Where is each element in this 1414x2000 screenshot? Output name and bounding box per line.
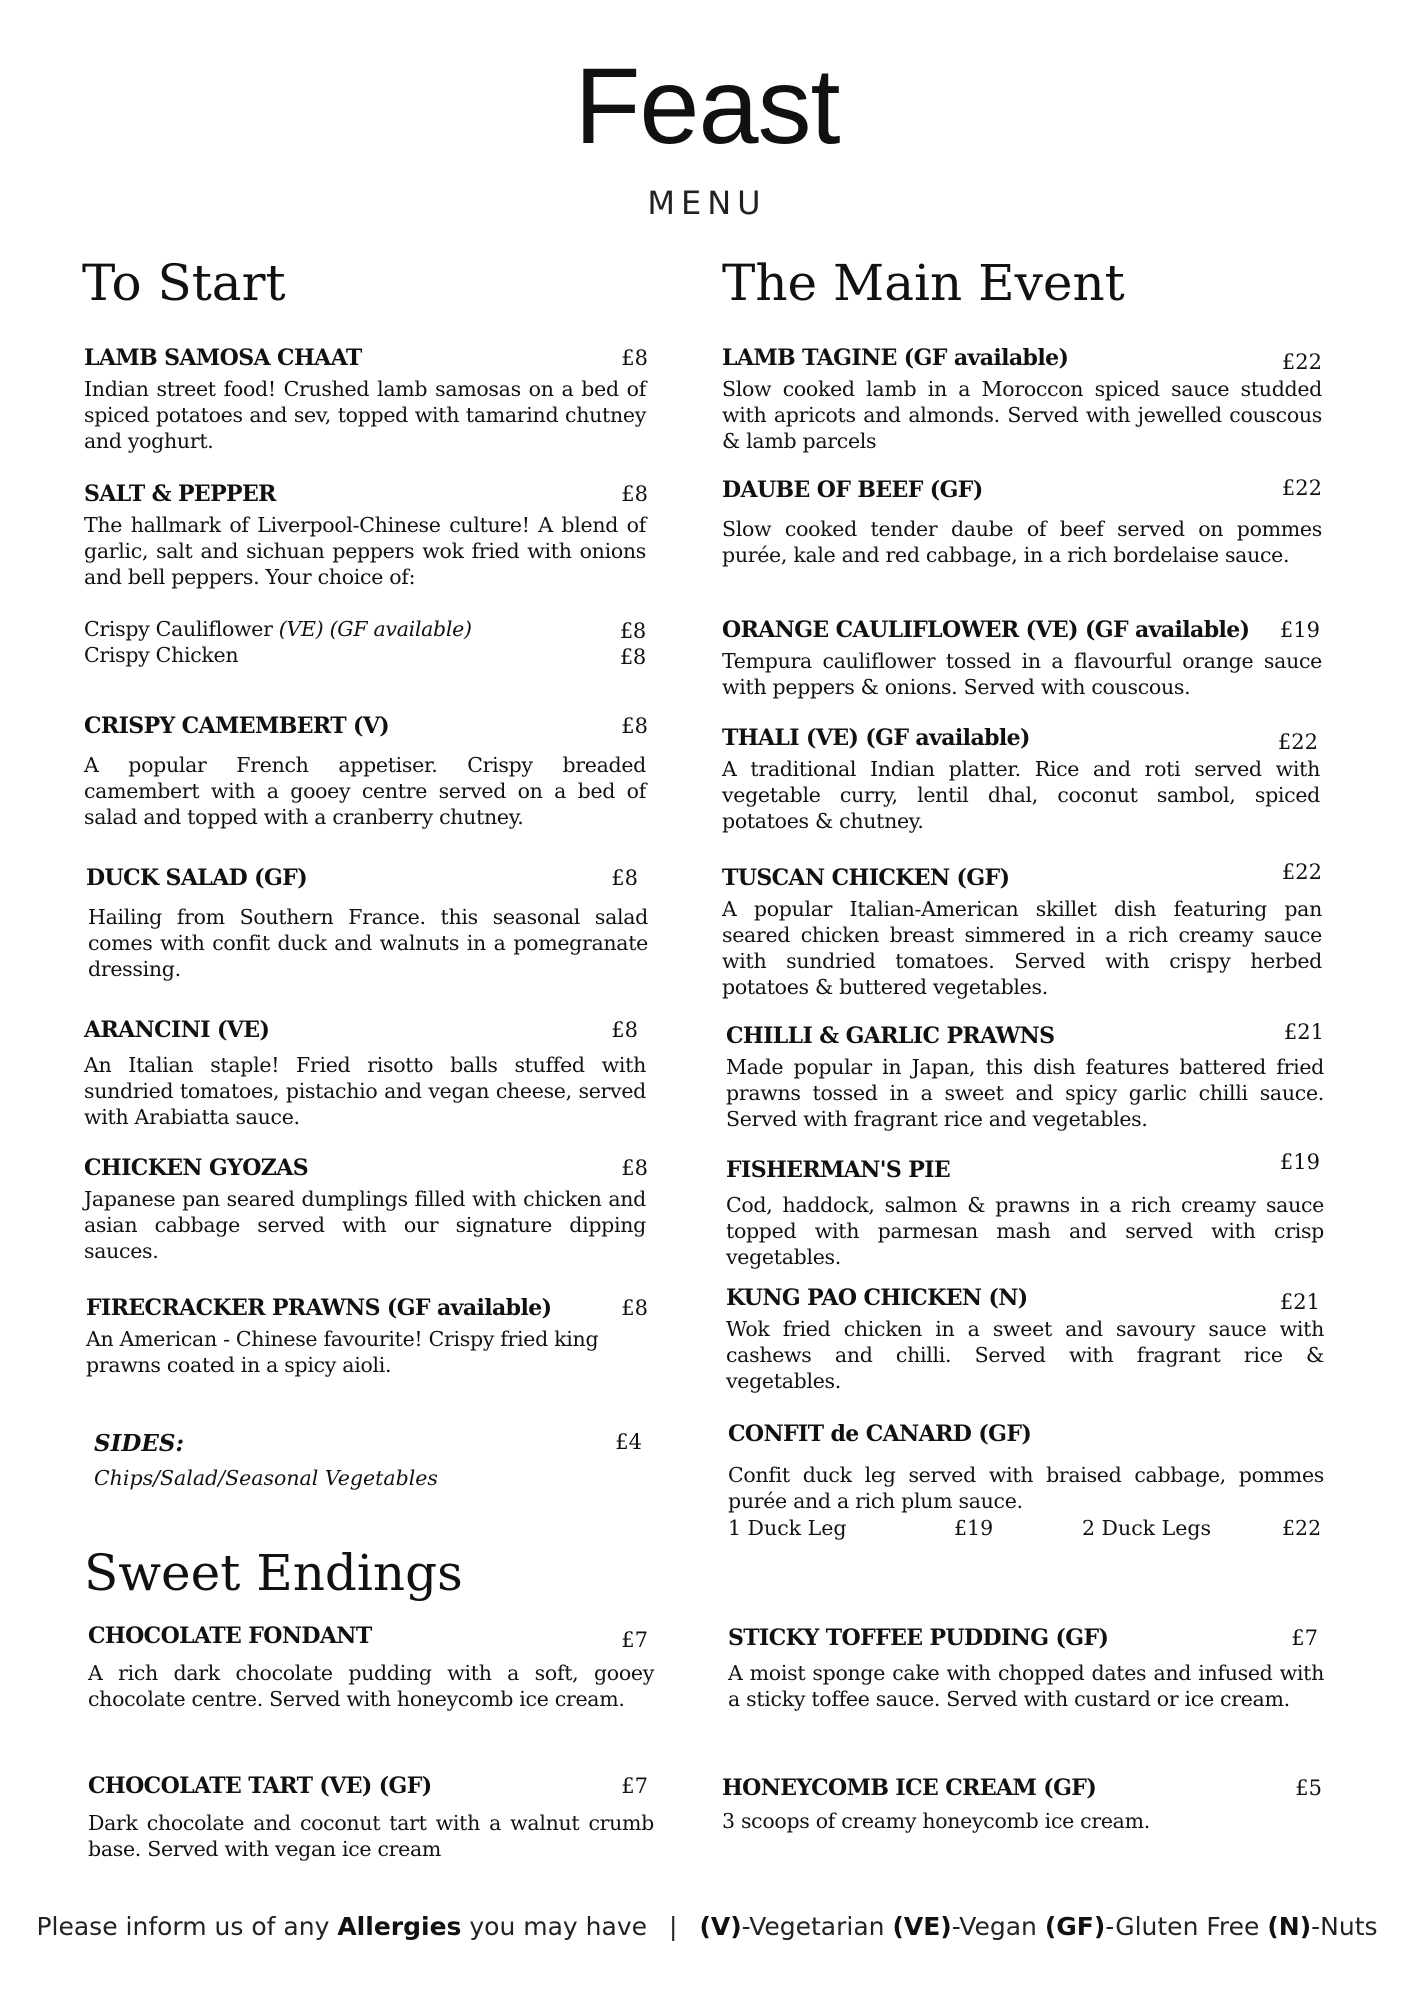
item-price: £8 bbox=[611, 866, 638, 890]
menu-item bbox=[722, 1772, 1324, 1834]
menu-item bbox=[84, 1014, 646, 1130]
menu-item bbox=[88, 1620, 654, 1712]
item-name: ARANCINI (VE) bbox=[84, 1017, 270, 1043]
item-name: STICKY TOFFEE PUDDING (GF) bbox=[728, 1625, 1109, 1651]
item-price: £8 bbox=[621, 1296, 648, 1320]
item-description: An Italian staple! Fried risotto balls stuffed with sundried tomatoes, pistachio and vegan cheese, served with Arabiatta sauce. bbox=[84, 1053, 646, 1129]
option-label: Crispy Chicken bbox=[84, 643, 239, 667]
item-description: Slow cooked tender daube of beef served on pommes purée, kale and red cabbage, in a rich bordelaise sauce. bbox=[722, 517, 1322, 567]
sides-block bbox=[88, 1428, 644, 1492]
menu-item bbox=[84, 1152, 646, 1264]
item-description: Tempura cauliflower tossed in a flavourful orange sauce with peppers & onions. Served with couscous. bbox=[722, 649, 1322, 699]
menu-item bbox=[86, 1292, 646, 1378]
item-description: Slow cooked lamb in a Moroccon spiced sauce studded with apricots and almonds. Served with jewelled couscous & lamb parcels bbox=[722, 377, 1322, 453]
item-description: A traditional Indian platter. Rice and roti served with vegetable curry, lentil dhal, coconut sambol, spiced potatoes & chutney. bbox=[722, 757, 1320, 833]
item-name: FIRECRACKER PRAWNS (GF available) bbox=[86, 1295, 552, 1321]
menu-item bbox=[88, 1770, 654, 1862]
item-description: Dark chocolate and coconut tart with a walnut crumb base. Served with vegan ice cream bbox=[88, 1811, 654, 1861]
item-description: A popular Italian-American skillet dish featuring pan seared chicken breast simmered in a rich creamy sauce with sundried tomatoes. Served with crispy herbed potatoes & buttered vegetables. bbox=[722, 897, 1322, 999]
item-price: £7 bbox=[621, 1628, 648, 1652]
item-price: £8 bbox=[621, 346, 648, 370]
footer-allergies: Allergies bbox=[337, 1912, 462, 1941]
portion-label: 1 Duck Leg bbox=[728, 1516, 847, 1540]
footer-text: Please inform us of any bbox=[36, 1912, 338, 1941]
menu-item bbox=[722, 614, 1322, 700]
legend-label-gf: -Gluten Free bbox=[1105, 1912, 1268, 1941]
menu-item bbox=[86, 862, 648, 982]
item-name: DAUBE OF BEEF (GF) bbox=[722, 477, 983, 503]
menu-item bbox=[84, 342, 646, 454]
item-name: SALT & PEPPER bbox=[84, 481, 276, 507]
legend-code-v: (V) bbox=[699, 1912, 742, 1941]
item-name: CHOCOLATE FONDANT bbox=[88, 1623, 372, 1649]
item-price: £5 bbox=[1295, 1776, 1322, 1800]
legend-code-ve: (VE) bbox=[892, 1912, 952, 1941]
item-description: Indian street food! Crushed lamb samosas on a bed of spiced potatoes and sev, topped with tamarind chutney and yoghurt. bbox=[84, 377, 646, 453]
item-description: Wok fried chicken in a sweet and savoury sauce with cashews and chilli. Served with fragrant rice & vegetables. bbox=[726, 1317, 1324, 1393]
option-row bbox=[84, 616, 646, 642]
option-price: £8 bbox=[619, 645, 646, 669]
mains-title: The Main Event bbox=[722, 254, 1125, 312]
item-name: CHOCOLATE TART (VE) (GF) bbox=[88, 1773, 432, 1799]
item-price: £22 bbox=[1281, 476, 1322, 500]
option-label: Crispy Cauliflower bbox=[84, 617, 273, 641]
item-description: Hailing from Southern France. this seasonal salad comes with confit duck and walnuts in a pomegranate dressing. bbox=[88, 905, 648, 981]
item-name: FISHERMAN'S PIE bbox=[726, 1157, 951, 1183]
option-price: £8 bbox=[619, 619, 646, 643]
desserts-title: Sweet Endings bbox=[84, 1544, 463, 1602]
menu-item bbox=[726, 1282, 1324, 1394]
item-price: £22 bbox=[1281, 350, 1322, 374]
portion-row bbox=[728, 1514, 1324, 1542]
item-description: Made popular in Japan, this dish features battered fried prawns tossed in a sweet and spicy garlic chilli sauce. Served with fragrant rice and vegetables. bbox=[726, 1055, 1324, 1131]
legend-code-gf: (GF) bbox=[1044, 1912, 1106, 1941]
item-price: £8 bbox=[611, 1018, 638, 1042]
item-name: THALI (VE) (GF available) bbox=[722, 725, 1030, 751]
portion-price: £19 bbox=[954, 1516, 994, 1540]
footer-text: you may have bbox=[461, 1912, 647, 1941]
starters-title: To Start bbox=[82, 254, 286, 312]
item-description: An American - Chinese favourite! Crispy fried king prawns coated in a spicy aioli. bbox=[86, 1327, 599, 1377]
menu-item bbox=[84, 478, 646, 668]
footer-separator: | bbox=[669, 1912, 678, 1941]
item-name: CRISPY CAMEMBERT (V) bbox=[84, 713, 390, 739]
item-price: £8 bbox=[621, 482, 648, 506]
legend-label-ve: -Vegan bbox=[951, 1912, 1045, 1941]
menu-item bbox=[722, 862, 1322, 1000]
item-name: CONFIT de CANARD (GF) bbox=[728, 1421, 1032, 1447]
item-price: £8 bbox=[621, 714, 648, 738]
sides-price: £4 bbox=[615, 1430, 642, 1454]
sides-description: Chips/Salad/Seasonal Vegetables bbox=[94, 1466, 438, 1490]
portion-label: 2 Duck Legs bbox=[1082, 1516, 1212, 1540]
item-description: The hallmark of Liverpool-Chinese culture! A blend of garlic, salt and sichuan peppers wok fried with onions and bell peppers. Your choice of: bbox=[84, 513, 646, 589]
item-price: £8 bbox=[621, 1156, 648, 1180]
item-price: £22 bbox=[1281, 860, 1322, 884]
item-description: 3 scoops of creamy honeycomb ice cream. bbox=[722, 1809, 1150, 1833]
brand-logo: Feast bbox=[574, 45, 840, 166]
menu-item bbox=[84, 710, 646, 830]
item-description: Cod, haddock, salmon & prawns in a rich creamy sauce topped with parmesan mash and served with crisp vegetables. bbox=[726, 1193, 1324, 1269]
item-description: A popular French appetiser. Crispy breaded camembert with a gooey centre served on a bed of salad and topped with a cranberry chutney. bbox=[84, 753, 646, 829]
menu-item bbox=[728, 1418, 1324, 1542]
item-price: £7 bbox=[1291, 1626, 1318, 1650]
option-row bbox=[84, 642, 646, 668]
menu-subtitle: MENU bbox=[647, 184, 767, 222]
menu-item bbox=[726, 1150, 1324, 1270]
item-name: HONEYCOMB ICE CREAM (GF) bbox=[722, 1775, 1097, 1801]
item-description: Japanese pan seared dumplings filled with chicken and asian cabbage served with our signature dipping sauces. bbox=[84, 1187, 646, 1263]
item-price: £7 bbox=[621, 1774, 648, 1798]
item-price: £21 bbox=[1279, 1290, 1320, 1314]
item-name: ORANGE CAULIFLOWER (VE) (GF available) bbox=[722, 617, 1250, 643]
menu-item bbox=[728, 1622, 1324, 1712]
portion-price: £22 bbox=[1282, 1516, 1322, 1540]
item-description: A rich dark chocolate pudding with a soft, gooey chocolate centre. Served with honeycomb ice cream. bbox=[88, 1661, 654, 1711]
menu-item bbox=[726, 1020, 1324, 1132]
item-name: KUNG PAO CHICKEN (N) bbox=[726, 1285, 1028, 1311]
menu-item bbox=[722, 474, 1322, 568]
item-description: A moist sponge cake with chopped dates and infused with a sticky toffee sauce. Served with custard or ice cream. bbox=[728, 1661, 1324, 1711]
allergy-footer bbox=[0, 1912, 1414, 1941]
item-description: Confit duck leg served with braised cabbage, pommes purée and a rich plum sauce. bbox=[728, 1463, 1324, 1513]
item-name: CHICKEN GYOZAS bbox=[84, 1155, 309, 1181]
item-name: LAMB SAMOSA CHAAT bbox=[84, 345, 362, 371]
item-name: LAMB TAGINE (GF available) bbox=[722, 345, 1069, 371]
legend-label-n: -Nuts bbox=[1311, 1912, 1378, 1941]
item-price: £19 bbox=[1279, 618, 1320, 642]
menu-item bbox=[722, 722, 1320, 834]
item-name: CHILLI & GARLIC PRAWNS bbox=[726, 1023, 1055, 1049]
item-price: £21 bbox=[1283, 1020, 1324, 1044]
item-name: TUSCAN CHICKEN (GF) bbox=[722, 865, 1010, 891]
sides-title: SIDES: bbox=[94, 1430, 184, 1457]
menu-item bbox=[722, 342, 1322, 454]
legend-code-n: (N) bbox=[1267, 1912, 1312, 1941]
legend-label-v: -Vegetarian bbox=[741, 1912, 893, 1941]
item-name: DUCK SALAD (GF) bbox=[86, 865, 308, 891]
item-price: £22 bbox=[1277, 730, 1318, 754]
item-price: £19 bbox=[1279, 1150, 1320, 1174]
option-tag: (VE) (GF available) bbox=[278, 617, 472, 641]
